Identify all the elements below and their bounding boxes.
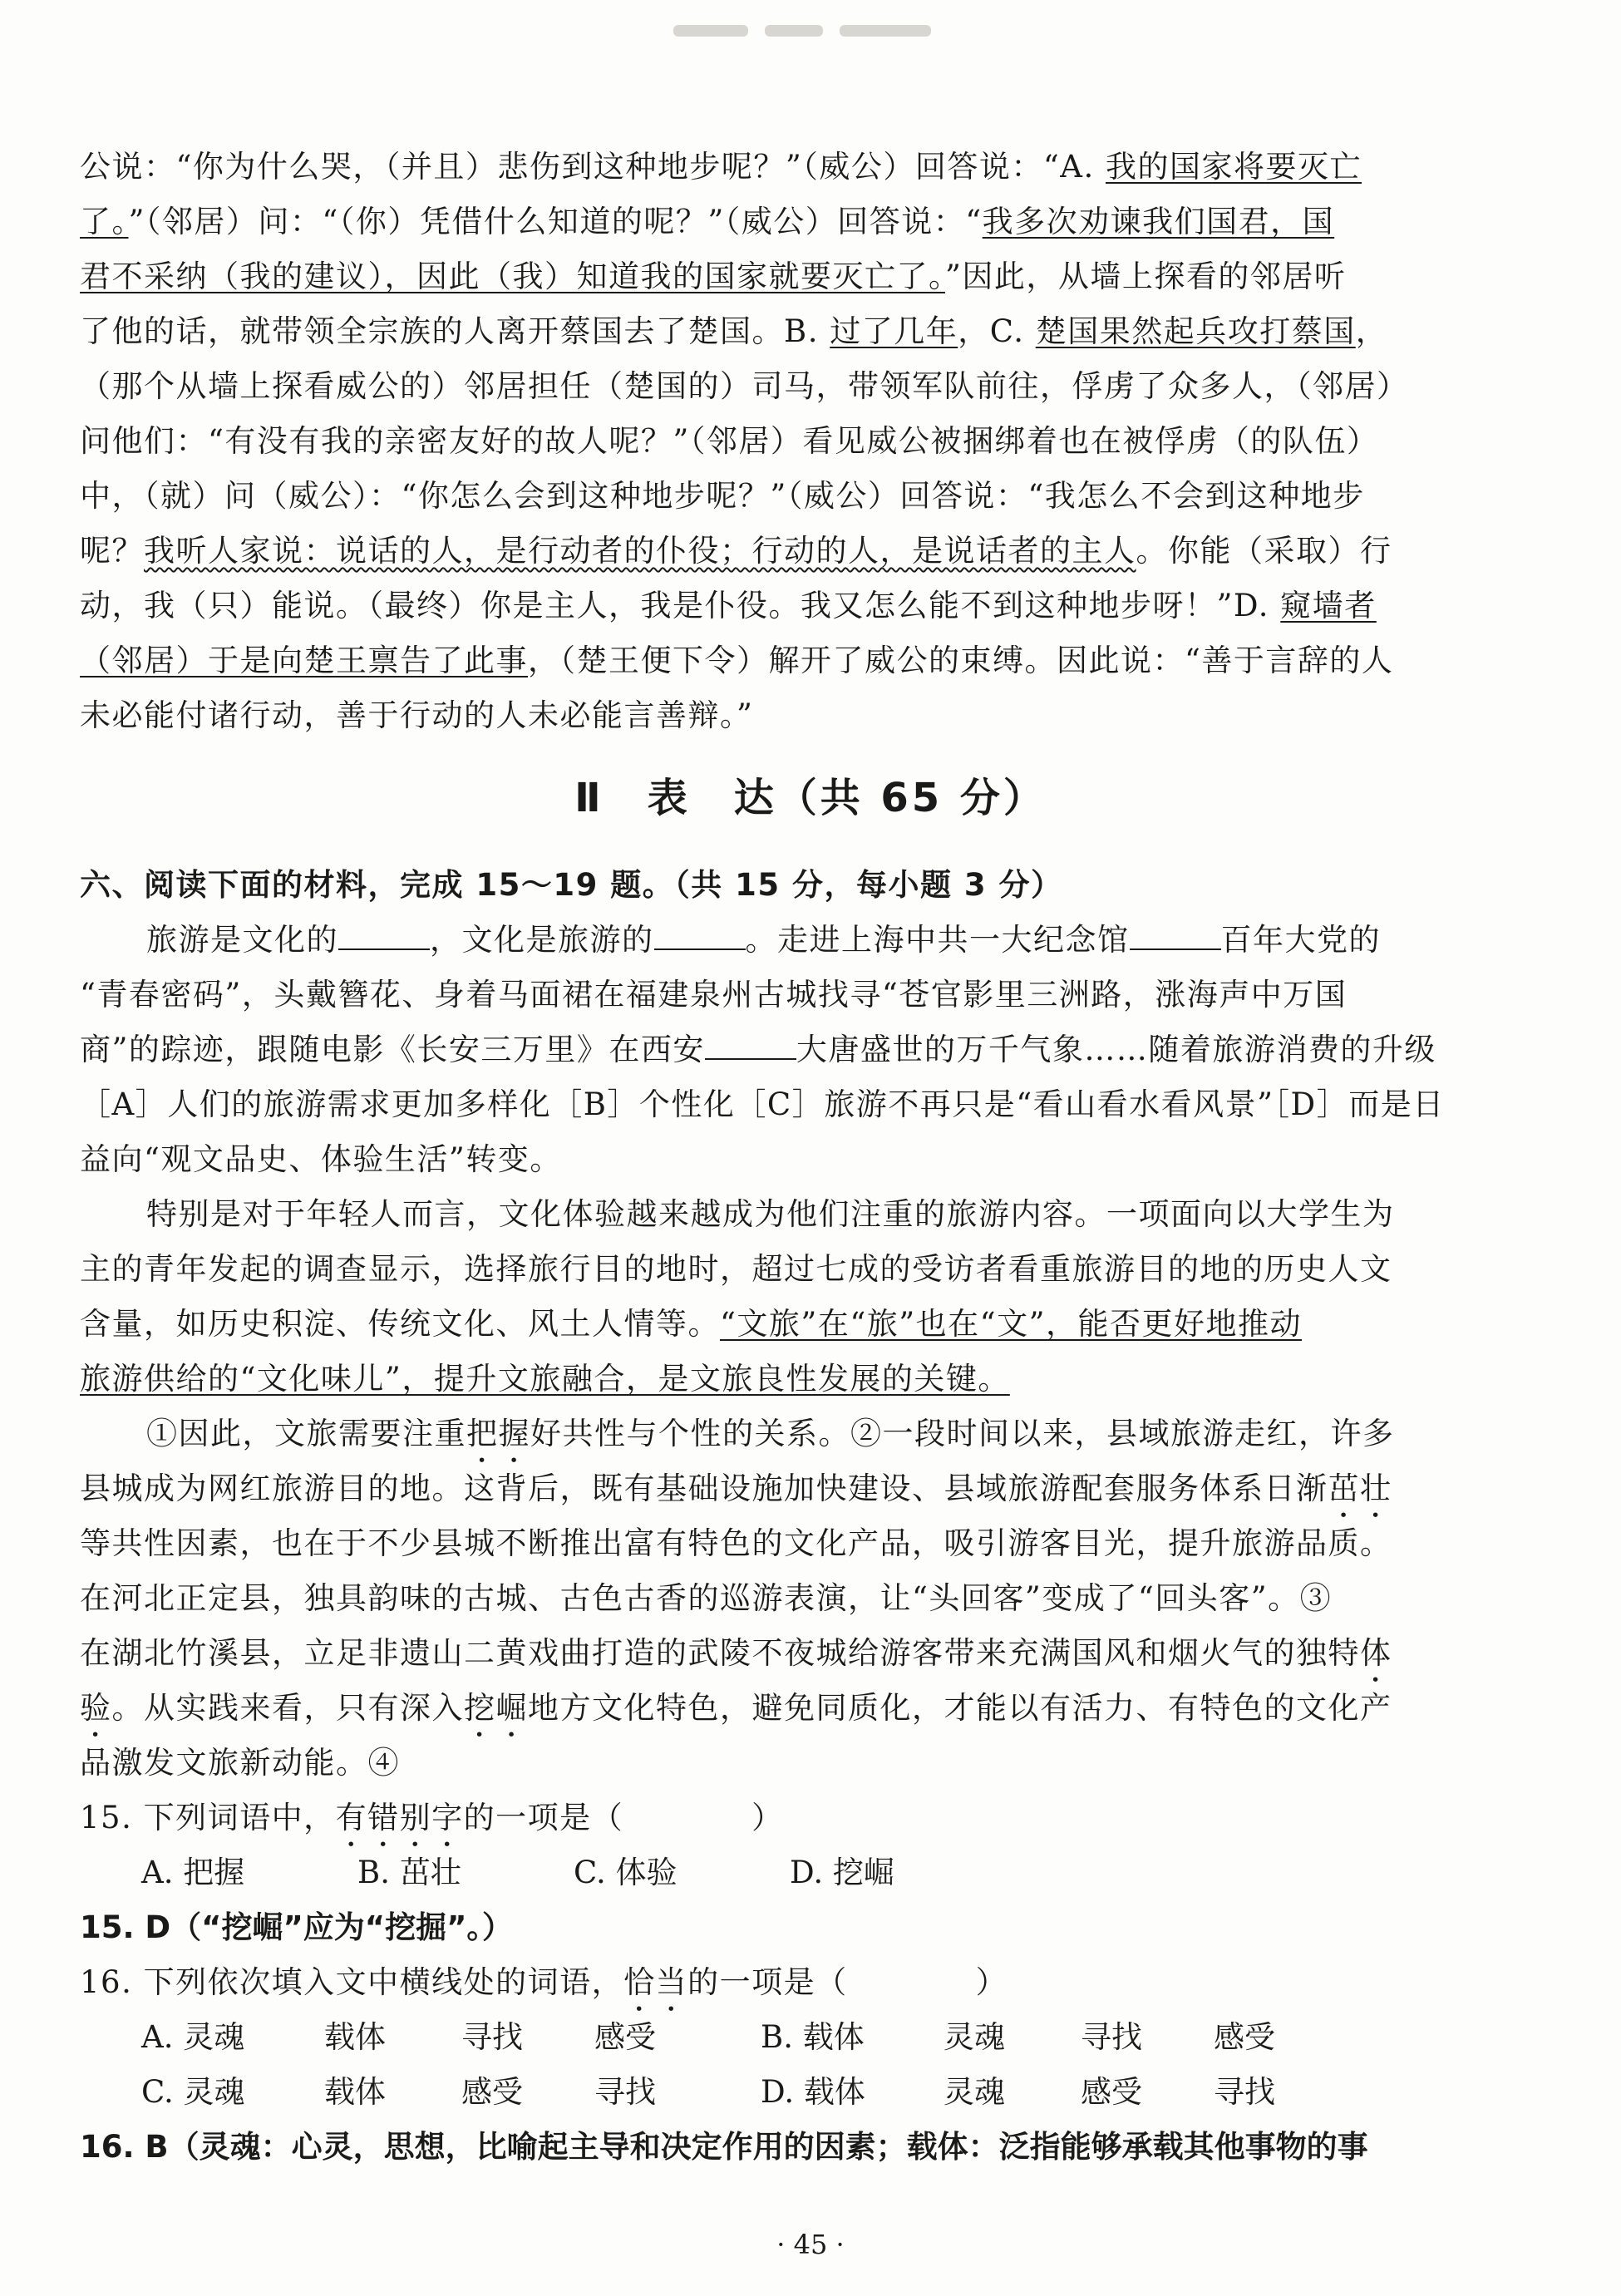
q16-option-b-1: B. 载体 [761,2019,865,2055]
page-number: · 45 · [776,2229,845,2260]
dotted-word-bawo: 把握 [466,1416,530,1451]
q16-option-d-2: 灵魂 [944,2074,1005,2110]
wavy-underlined-quote: 我听人家说：说话的人，是行动者的仆役；行动的人，是说话者的主人 [144,533,1136,569]
section-heading: Ⅱ 表 达（共 65 分） [574,775,1047,821]
passage-p3-line-3: 等共性因素，也在于不少县城不断推出富有特色的文化产品，吸引游客目光，提升旅游品质。 [80,1525,1392,1561]
q16-answer: 16. B（灵魂：心灵，思想，比喻起主导和决定作用的因素；载体：泛指能够承载其他事物的事 [80,2129,1368,2165]
passage-p2-line-1: 特别是对于年轻人而言，文化体验越来越成为他们注重的旅游内容。一项面向以大学生为 [146,1196,1395,1232]
translation-line-8: 呢？我听人家说：说话的人，是行动者的仆役；行动的人，是说话者的主人。你能（采取）行 [80,533,1392,569]
header-decoration [665,18,964,43]
translation-line-4: 了他的话，就带领全宗族的人离开蔡国去了楚国。B. 过了几年，C. 楚国果然起兵攻打蔡国， [80,313,1388,349]
q15-option-a: A. 把握 [141,1855,245,1890]
underlined-D: 窥墙者 [1280,588,1377,623]
q16-option-d-4: 寻找 [1214,2074,1275,2110]
translation-line-9: 动，我（只）能说。（最终）你是主人，我是仆役。我又怎么能不到这种地步呀！”D. 窥墙者 [80,588,1377,623]
translation-line-3: 君不采纳（我的建议），因此（我）知道我的国家就要灭亡了。”因此，从墙上探看的邻居听 [80,259,1347,294]
blank-4 [705,1033,796,1060]
q16-option-a-1: A. 灵魂 [141,2019,245,2055]
q16-option-c-4: 寻找 [594,2074,656,2110]
passage-p1-line-1: 旅游是文化的 ，文化是旅游的 。走进上海中共一大纪念馆 百年大党的 [146,922,1381,958]
dotted-word-yan: 验 [80,1690,112,1726]
underlined-C: 楚国果然起兵攻打蔡国 [1035,313,1356,349]
blank-1 [338,924,430,950]
passage-p3-line-7: 品激发文旅新动能。④ [80,1745,400,1781]
passage-p3-line-1: ①因此，文旅需要注重把握好共性与个性的关系。②一段时间以来，县域旅游走红，许多 [146,1416,1395,1451]
q16-option-c-1: C. 灵魂 [141,2074,245,2110]
translation-line-6: 问他们：“有没有我的亲密友好的故人呢？”（邻居）看见威公被捆绑着也在被俘虏（的队伍） [80,423,1379,459]
q15-answer: 15. D（“挖崛”应为“挖掘”。） [80,1909,513,1945]
passage-p3-line-6: 验。从实践来看，只有深入挖崛地方文化特色，避免同质化，才能以有活力、有特色的文化产 [80,1690,1392,1726]
q16-stem: 16. 下列依次填入文中横线处的词语，恰当的一项是（ ） [80,1964,1008,2000]
dotted-word-wajue: 挖崛 [464,1690,528,1726]
dotted-word-zhuozhuang: 茁壮 [1328,1471,1392,1506]
question-group-title: 六、阅读下面的材料，完成 15～19 题。（共 15 分，每小题 3 分） [80,867,1063,903]
q16-option-c-2: 载体 [324,2074,386,2110]
passage-p2-line-4: 旅游供给的“文化味儿”，提升文旅融合，是文旅良性发展的关键。 [80,1361,1010,1397]
passage-p2-line-2: 主的青年发起的调查显示，选择旅行目的地时，超过七成的受访者看重旅游目的地的历史人文 [80,1251,1392,1287]
blank-2 [654,924,746,950]
dotted-word-ti: 体 [1360,1635,1392,1671]
q16-option-d-3: 感受 [1081,2074,1142,2110]
q16-option-b-4: 感受 [1214,2019,1275,2055]
passage-p1-line-4: ［A］人们的旅游需求更加多样化［B］个性化［C］旅游不再只是“看山看水看风景”［D］而是日 [80,1086,1445,1122]
translation-line-10: （邻居）于是向楚王禀告了此事，（楚王便下令）解开了威公的束缚。因此说：“善于言辞的人 [80,643,1394,678]
underlined-A: 我的国家将要灭亡 [1106,149,1362,185]
passage-p1-line-5: 益向“观文品史、体验生活”转变。 [80,1141,562,1177]
translation-line-11: 未必能付诸行动，善于行动的人未必能言善辩。” [80,697,754,733]
q16-option-a-4: 感受 [594,2019,656,2055]
passage-p1-line-2: “青春密码”，头戴簪花、身着马面裙在福建泉州古城找寻“苍官影里三洲路，涨海声中万国 [80,977,1348,1013]
passage-p1-line-3: 商”的踪迹，跟随电影《长安三万里》在西安 大唐盛世的万千气象……随着旅游消费的升级 [80,1032,1436,1067]
translation-line-2: 了。”（邻居）问：“（你）凭借什么知道的呢？”（威公）回答说：“我多次劝谏我们国君，国 [80,204,1335,239]
underlined-sentence: “文旅”在“旅”也在“文”，能否更好地推动 [720,1306,1302,1342]
blank-3 [1130,924,1221,950]
translation-line-1: 公说：“你为什么哭，（并且）悲伤到这种地步呢？”（威公）回答说：“A. 我的国家将要灭亡 [80,149,1362,185]
q15-stem: 15. 下列词语中，有错别字的一项是（ ） [80,1800,784,1835]
dotted-emphasis: 恰当 [623,1964,688,2000]
dotted-emphasis: 有错别字 [335,1800,464,1835]
translation-line-5: （那个从墙上探看威公的）邻居担任（楚国的）司马，带领军队前往，俘虏了众多人，（邻居） [80,368,1409,404]
q16-option-a-2: 载体 [324,2019,386,2055]
passage-p3-line-4: 在河北正定县，独具韵味的古城、古色古香的巡游表演，让“头回客”变成了“回头客”。③ [80,1580,1333,1616]
q16-option-a-3: 寻找 [461,2019,523,2055]
q15-option-c: C. 体验 [574,1855,677,1890]
passage-p3-line-2: 县城成为网红旅游目的地。这背后，既有基础设施加快建设、县域旅游配套服务体系日渐茁壮 [80,1471,1392,1506]
q15-option-d: D. 挖崛 [790,1855,894,1890]
passage-p2-line-3: 含量，如历史积淀、传统文化、风土人情等。“文旅”在“旅”也在“文”，能否更好地推动 [80,1306,1302,1342]
q16-option-c-3: 感受 [461,2074,523,2110]
q16-option-b-3: 寻找 [1081,2019,1142,2055]
q15-option-b: B. 茁壮 [357,1855,461,1890]
q16-option-d-1: D. 载体 [761,2074,865,2110]
passage-p3-line-5: 在湖北竹溪县，立足非遗山二黄戏曲打造的武陵不夜城给游客带来充满国风和烟火气的独特体 [80,1635,1392,1671]
q16-option-b-2: 灵魂 [944,2019,1005,2055]
translation-line-7: 中，（就）问（威公）：“你怎么会到这种地步呢？”（威公）回答说：“我怎么不会到这种地步 [80,478,1365,514]
underlined-B: 过了几年 [830,313,958,349]
